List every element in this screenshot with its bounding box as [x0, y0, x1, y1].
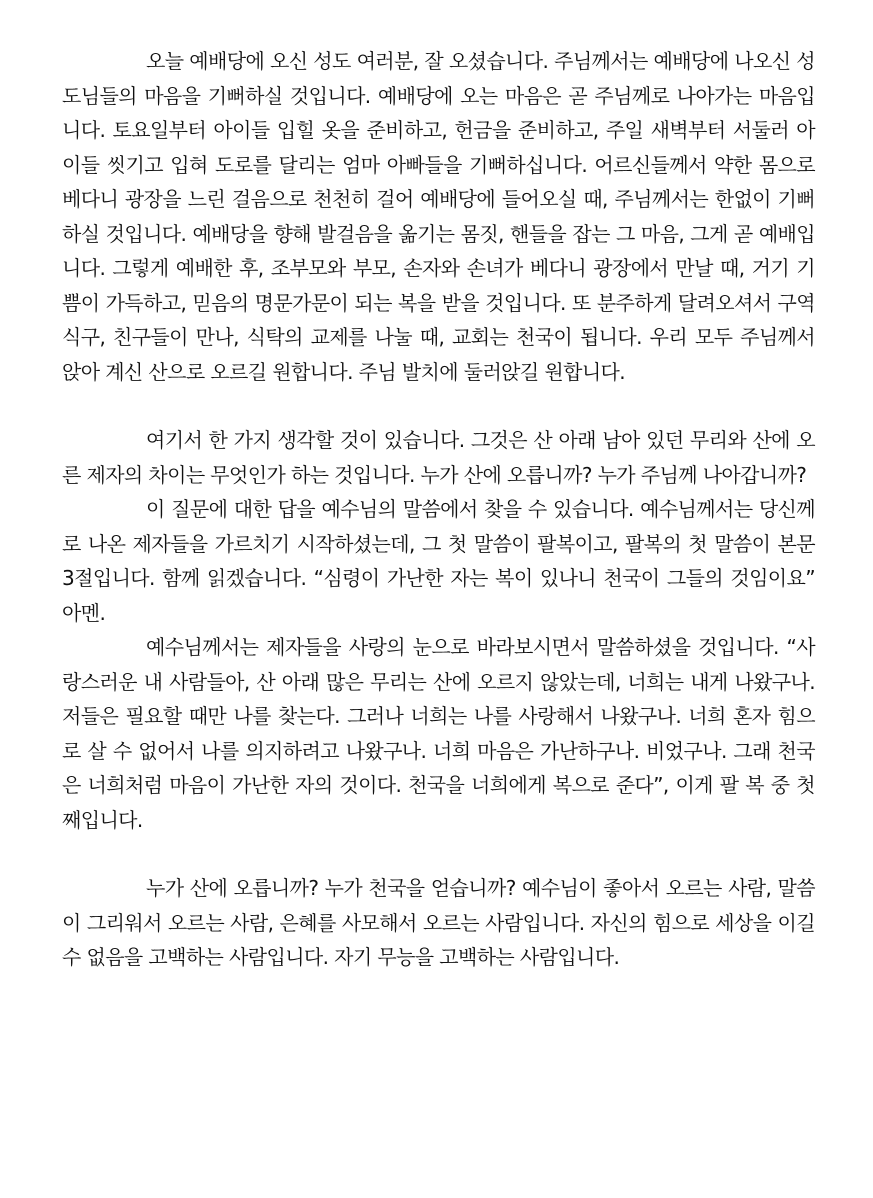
paragraph-5: 누가 산에 오릅니까? 누가 천국을 얻습니까? 예수님이 좋아서 오르는 사람, 말씀이 그리워서 오르는 사람, 은혜를 사모해서 오르는 사람입니다. 자신의 힘으로 세상을 이길 수 없음을 고백하는 사람입니다. 자기 무능을 고백하는 사람입니다.	[62, 876, 815, 969]
paragraph-4: 예수님께서는 제자들을 사랑의 눈으로 바라보시면서 말씀하셨을 것입니다. “사랑스러운 내 사람들아, 산 아래 많은 무리는 산에 오르지 않았는데, 너희는 내게 나왔구나. 저들은 필요할 때만 나를 찾는다. 그러나 너희는 나를 사랑해서 나왔구나. 너희 혼자 힘으로 살 수 없어서 나를 의지하려고 나왔구나. 너희 마음은 가난하구나. 비었구나. 그래 천국은 너희처럼 마음이 가난한 자의 것이다. 천국을 너희에게 복으로 준다”, 이게 팔 복 중 첫째입니다.	[62, 635, 815, 832]
paragraph-3: 이 질문에 대한 답을 예수님의 말씀에서 찾을 수 있습니다. 예수님께서는 당신께로 나온 제자들을 가르치기 시작하셨는데, 그 첫 말씀이 팔복이고, 팔복의 첫 말씀이 본문 3절입니다. 함께 읽겠습니다. “심령이 가난한 자는 복이 있나니 천국이 그들의 것임이요” 아멘.	[62, 497, 815, 625]
paragraph-1: 오늘 예배당에 오신 성도 여러분, 잘 오셨습니다. 주님께서는 예배당에 나오신 성도님들의 마음을 기뻐하실 것입니다. 예배당에 오는 마음은 곧 주님께로 나아가는 마음입니다. 토요일부터 아이들 입힐 옷을 준비하고, 헌금을 준비하고, 주일 새벽부터 서둘러 아이들 씻기고 입혀 도로를 달리는 엄마 아빠들을 기뻐하십니다. 어르신들께서 약한 몸으로 베다니 광장을 느린 걸음으로 천천히 걸어 예배당에 들어오실 때, 주님께서는 한없이 기뻐하실 것입니다. 예배당을 향해 발걸음을 옮기는 몸짓, 핸들을 잡는 그 마음, 그게 곧 예배입니다. 그렇게 예배한 후, 조부모와 부모, 손자와 손녀가 베다니 광장에서 만날 때, 거기 기쁨이 가득하고, 믿음의 명문가문이 되는 복을 받을 것입니다. 또 분주하게 달려오셔서 구역 식구, 친구들이 만나, 식탁의 교제를 나눌 때, 교회는 천국이 됩니다. 우리 모두 주님께서 앉아 계신 산으로 오르길 원합니다. 주님 발치에 둘러앉길 원합니다.	[62, 49, 815, 384]
paragraph-2: 여기서 한 가지 생각할 것이 있습니다. 그것은 산 아래 남아 있던 무리와 산에 오른 제자의 차이는 무엇인가 하는 것입니다. 누가 산에 오릅니까? 누가 주님께 나아갑니까?	[62, 428, 815, 487]
